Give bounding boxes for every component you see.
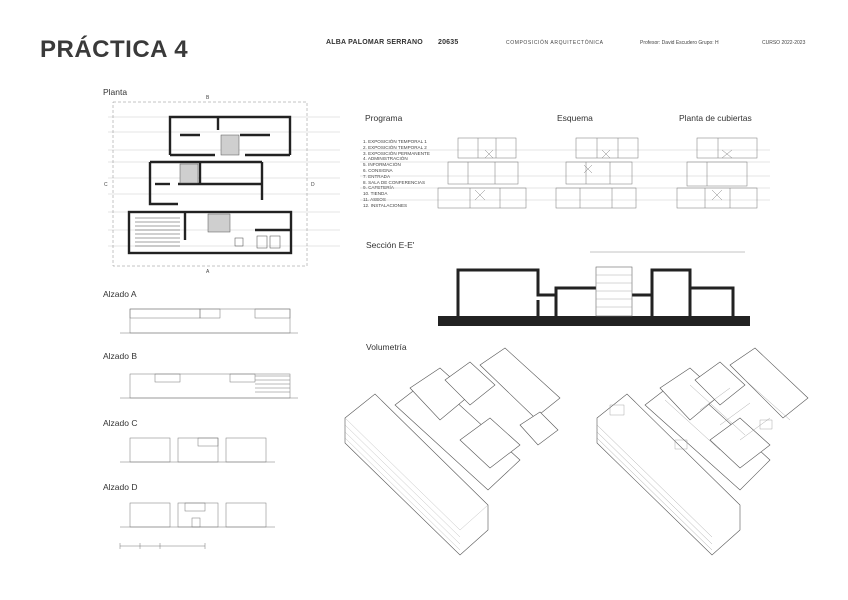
esquema-label: Esquema [557, 113, 593, 123]
student-code: 20635 [438, 39, 459, 46]
programa-item: 4. ADMINISTRACIÓN [363, 156, 408, 162]
planta-cubiertas-label: Planta de cubiertas [679, 113, 752, 123]
plan-mark-c: C [104, 182, 108, 188]
programa-item: 12. INSTALACIONES [363, 202, 408, 208]
programa-item: 2. EXPOSICIÓN TEMPORAL 2 [363, 144, 427, 150]
alzado-d-label: Alzado D [103, 482, 138, 492]
author-name: ALBA PALOMAR SERRANO [326, 39, 423, 46]
course-year: CURSO 2022-2023 [762, 40, 806, 46]
alzado-c-label: Alzado C [103, 418, 138, 428]
programa-label: Programa [365, 113, 403, 123]
sheet-title: PRÁCTICA 4 [40, 36, 189, 63]
programa-item: 3. EXPOSICIÓN PERMANENTE [363, 150, 430, 156]
programa-item: 8. SALA DE CONFERENCIAS [363, 179, 426, 185]
programa-item: 6. CONSIGNA [363, 167, 393, 173]
programa-item: 7. ENTRADA [363, 173, 391, 179]
programa-item: 5. INFORMACIÓN [363, 162, 401, 168]
volumetria-label: Volumetría [366, 342, 407, 352]
programa-item: 10. TIENDA [363, 191, 388, 197]
subject-name: COMPOSICIÓN ARQUITECTÓNICA [506, 40, 604, 46]
programa-item: 9. CAFETERÍA [363, 185, 394, 191]
plan-mark-a: A [206, 269, 210, 275]
alzado-a-label: Alzado A [103, 289, 137, 299]
planta-label: Planta [103, 87, 128, 97]
alzado-b-label: Alzado B [103, 351, 138, 361]
seccion-label: Sección E-E' [366, 240, 415, 250]
programa-item: 11. ASEOS [363, 196, 386, 202]
professor-info: Profesor: David Escudero Grupo: H [640, 40, 719, 46]
plan-mark-d: D [311, 182, 315, 188]
plan-mark-b: B [206, 95, 210, 101]
programa-item: 1. EXPOSICIÓN TEMPORAL 1 [363, 139, 427, 144]
